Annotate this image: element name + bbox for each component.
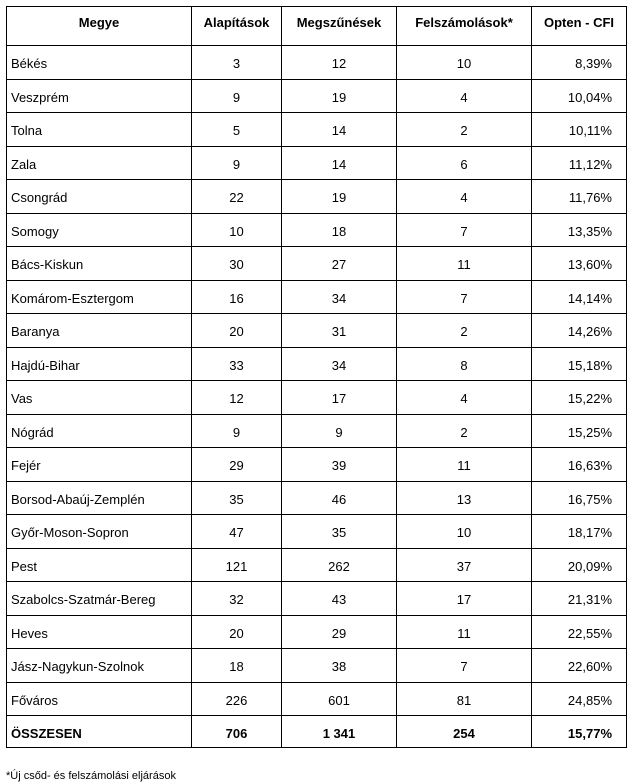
alapitasok-value: 10: [192, 213, 282, 247]
table-row: [7, 682, 627, 716]
county-name: Zala: [7, 146, 192, 180]
felszamolasok-value: 81: [397, 682, 532, 716]
megszunesek-value: 35: [282, 515, 397, 549]
opten-cfi-value: 11,12%: [532, 146, 627, 180]
opten-cfi-value: 13,60%: [532, 247, 627, 281]
county-name: Békés: [7, 46, 192, 80]
alapitasok-value: 35: [192, 481, 282, 515]
county-name: Fejér: [7, 448, 192, 482]
county-name: Főváros: [7, 682, 192, 716]
opten-cfi-value: 16,75%: [532, 481, 627, 515]
county-statistics-table: [6, 6, 627, 748]
opten-cfi-value: 24,85%: [532, 682, 627, 716]
county-name: Jász-Nagykun-Szolnok: [7, 649, 192, 683]
opten-cfi-value: 18,17%: [532, 515, 627, 549]
opten-cfi-value: 20,09%: [532, 548, 627, 582]
megszunesek-value: 39: [282, 448, 397, 482]
county-name: Tolna: [7, 113, 192, 147]
opten-cfi-value: 15,22%: [532, 381, 627, 415]
megszunesek-value: 17: [282, 381, 397, 415]
megszunesek-value: 14: [282, 113, 397, 147]
opten-cfi-value: 15,25%: [532, 414, 627, 448]
opten-cfi-value: 14,14%: [532, 280, 627, 314]
table-row: [7, 46, 627, 80]
megszunesek-value: 31: [282, 314, 397, 348]
alapitasok-value: 33: [192, 347, 282, 381]
megszunesek-value: 19: [282, 79, 397, 113]
county-name: Bács-Kiskun: [7, 247, 192, 281]
alapitasok-value: 121: [192, 548, 282, 582]
megszunesek-value: 12: [282, 46, 397, 80]
county-name: Somogy: [7, 213, 192, 247]
megszunesek-value: 18: [282, 213, 397, 247]
table-row: [7, 414, 627, 448]
opten-cfi-value: 10,11%: [532, 113, 627, 147]
alapitasok-value: 20: [192, 314, 282, 348]
felszamolasok-value: 2: [397, 314, 532, 348]
table-row: [7, 79, 627, 113]
opten-cfi-value: 22,60%: [532, 649, 627, 683]
felszamolasok-value: 10: [397, 515, 532, 549]
table-row: [7, 180, 627, 214]
megszunesek-value: 38: [282, 649, 397, 683]
megszunesek-value: 43: [282, 582, 397, 616]
opten-cfi-value: 13,35%: [532, 213, 627, 247]
felszamolasok-value: 13: [397, 481, 532, 515]
table-header-row: [7, 7, 627, 46]
felszamolasok-value: 4: [397, 79, 532, 113]
total-row: [7, 716, 627, 748]
county-name: Komárom-Esztergom: [7, 280, 192, 314]
opten-cfi-value: 22,55%: [532, 615, 627, 649]
megszunesek-value: 34: [282, 347, 397, 381]
table-row: [7, 280, 627, 314]
alapitasok-value: 22: [192, 180, 282, 214]
megszunesek-value: 19: [282, 180, 397, 214]
alapitasok-value: 47: [192, 515, 282, 549]
total-alapitasok: 706: [192, 716, 282, 748]
alapitasok-value: 32: [192, 582, 282, 616]
table-row: [7, 247, 627, 281]
footnote: *Új csőd- és felszámolási eljárások: [6, 770, 176, 782]
county-name: Vas: [7, 381, 192, 415]
felszamolasok-value: 6: [397, 146, 532, 180]
header-opten-cfi: Opten - CFI: [532, 7, 627, 46]
felszamolasok-value: 2: [397, 113, 532, 147]
megszunesek-value: 14: [282, 146, 397, 180]
felszamolasok-value: 11: [397, 615, 532, 649]
table-row: [7, 381, 627, 415]
opten-cfi-value: 21,31%: [532, 582, 627, 616]
alapitasok-value: 5: [192, 113, 282, 147]
table-row: [7, 649, 627, 683]
megszunesek-value: 34: [282, 280, 397, 314]
alapitasok-value: 3: [192, 46, 282, 80]
county-name: Veszprém: [7, 79, 192, 113]
alapitasok-value: 29: [192, 448, 282, 482]
felszamolasok-value: 7: [397, 649, 532, 683]
alapitasok-value: 16: [192, 280, 282, 314]
county-name: Borsod-Abaúj-Zemplén: [7, 481, 192, 515]
table-row: [7, 515, 627, 549]
county-name: Szabolcs-Szatmár-Bereg: [7, 582, 192, 616]
felszamolasok-value: 4: [397, 381, 532, 415]
alapitasok-value: 9: [192, 414, 282, 448]
table-row: [7, 448, 627, 482]
county-name: Győr-Moson-Sopron: [7, 515, 192, 549]
felszamolasok-value: 10: [397, 46, 532, 80]
header-megszunesek: Megszűnések: [282, 7, 397, 46]
table-row: [7, 347, 627, 381]
felszamolasok-value: 11: [397, 448, 532, 482]
opten-cfi-value: 15,18%: [532, 347, 627, 381]
table-row: [7, 213, 627, 247]
opten-cfi-value: 11,76%: [532, 180, 627, 214]
felszamolasok-value: 7: [397, 280, 532, 314]
table-row: [7, 582, 627, 616]
table-row: [7, 146, 627, 180]
megszunesek-value: 29: [282, 615, 397, 649]
total-opten-cfi: 15,77%: [532, 716, 627, 748]
header-felszamolasok: Felszámolások*: [397, 7, 532, 46]
county-name: Pest: [7, 548, 192, 582]
felszamolasok-value: 37: [397, 548, 532, 582]
felszamolasok-value: 4: [397, 180, 532, 214]
header-megye: Megye: [7, 7, 192, 46]
table-row: [7, 314, 627, 348]
megszunesek-value: 601: [282, 682, 397, 716]
total-label: ÖSSZESEN: [7, 716, 192, 748]
felszamolasok-value: 17: [397, 582, 532, 616]
alapitasok-value: 30: [192, 247, 282, 281]
megszunesek-value: 27: [282, 247, 397, 281]
opten-cfi-value: 10,04%: [532, 79, 627, 113]
table-row: [7, 481, 627, 515]
county-name: Baranya: [7, 314, 192, 348]
felszamolasok-value: 11: [397, 247, 532, 281]
county-name: Hajdú-Bihar: [7, 347, 192, 381]
header-alapitasok: Alapítások: [192, 7, 282, 46]
alapitasok-value: 226: [192, 682, 282, 716]
county-name: Nógrád: [7, 414, 192, 448]
county-name: Csongrád: [7, 180, 192, 214]
table-container: [6, 6, 626, 748]
felszamolasok-value: 8: [397, 347, 532, 381]
total-felszamolasok: 254: [397, 716, 532, 748]
county-name: Heves: [7, 615, 192, 649]
table-row: [7, 548, 627, 582]
megszunesek-value: 9: [282, 414, 397, 448]
opten-cfi-value: 8,39%: [532, 46, 627, 80]
table-row: [7, 113, 627, 147]
megszunesek-value: 262: [282, 548, 397, 582]
felszamolasok-value: 2: [397, 414, 532, 448]
felszamolasok-value: 7: [397, 213, 532, 247]
alapitasok-value: 9: [192, 79, 282, 113]
opten-cfi-value: 14,26%: [532, 314, 627, 348]
total-megszunesek: 1 341: [282, 716, 397, 748]
megszunesek-value: 46: [282, 481, 397, 515]
alapitasok-value: 20: [192, 615, 282, 649]
alapitasok-value: 9: [192, 146, 282, 180]
alapitasok-value: 18: [192, 649, 282, 683]
opten-cfi-value: 16,63%: [532, 448, 627, 482]
table-row: [7, 615, 627, 649]
alapitasok-value: 12: [192, 381, 282, 415]
